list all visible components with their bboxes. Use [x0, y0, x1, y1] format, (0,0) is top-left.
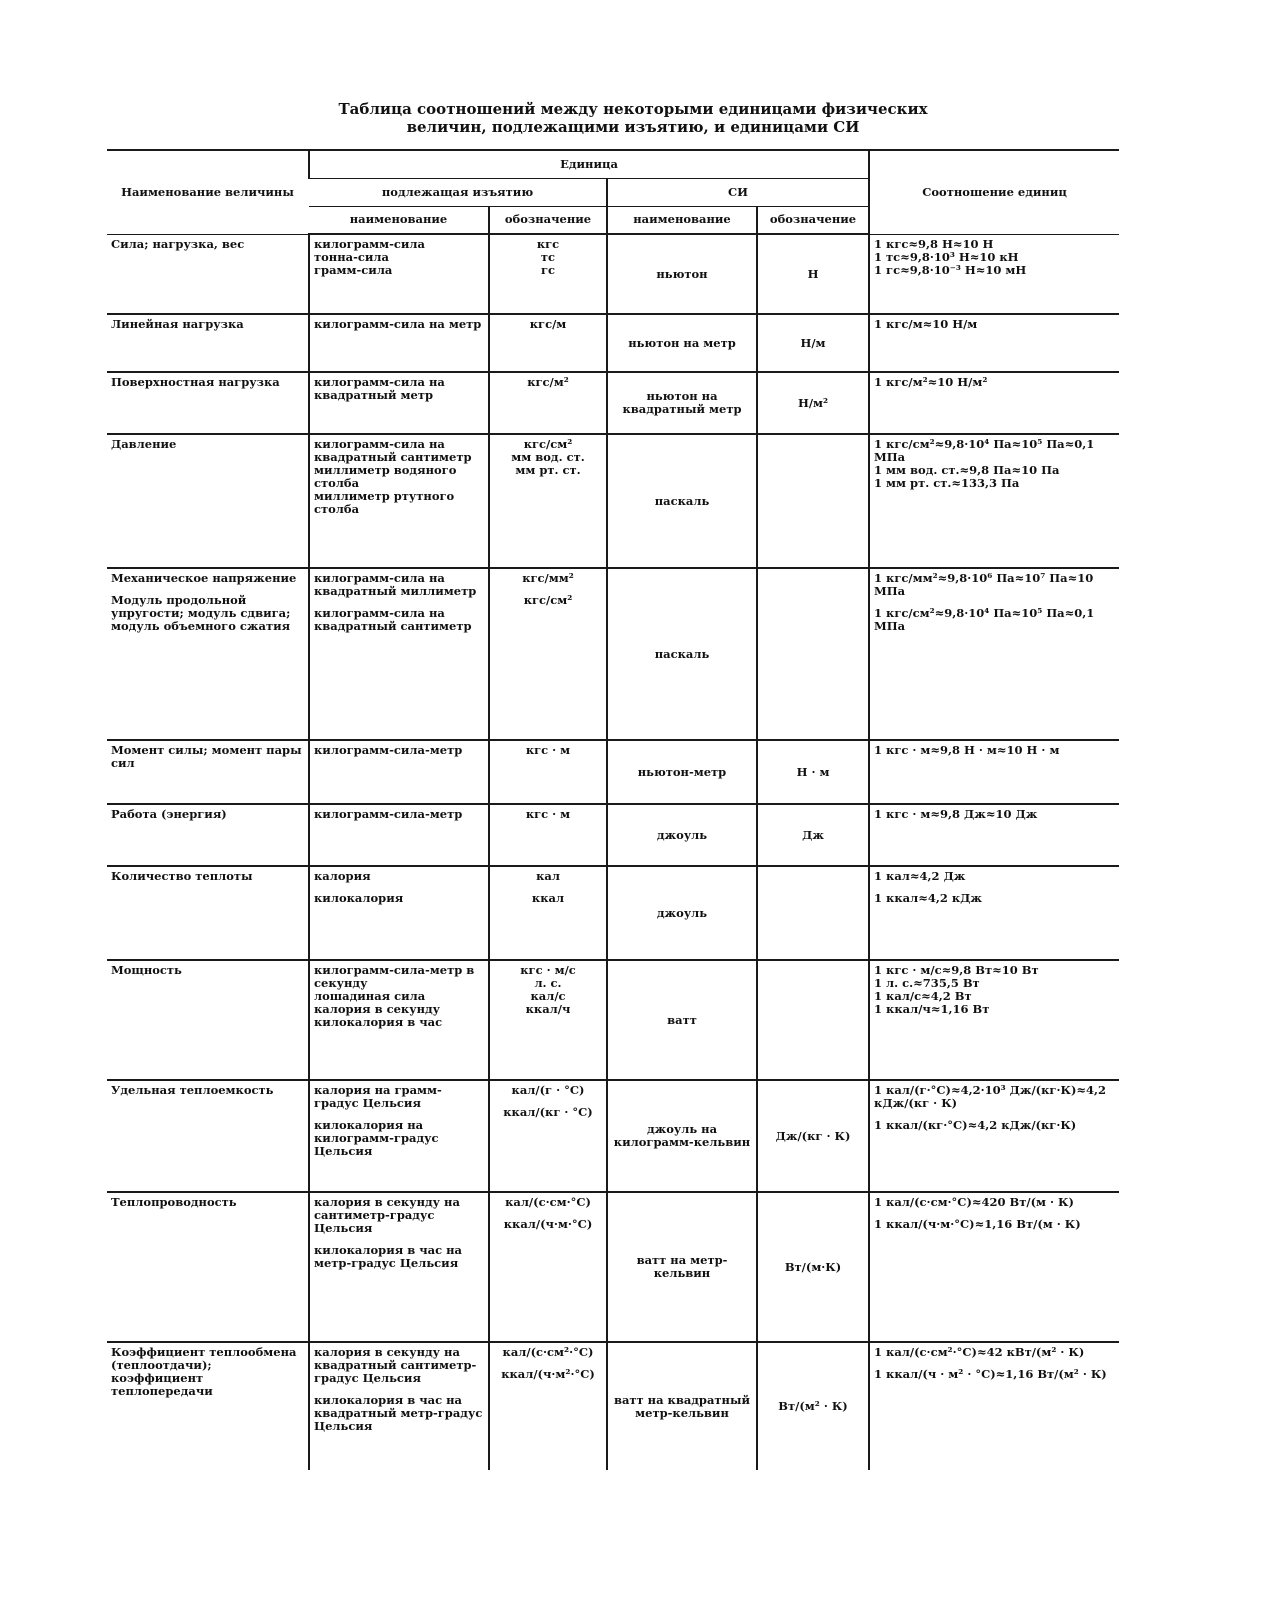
withdrawn-unit-name: килокалория в час на квадратный метр-градус Цельсия [314, 1393, 483, 1433]
unit-relation: 1 л. с.≈735,5 Вт [874, 976, 980, 990]
unit-relation-cell [869, 434, 1119, 568]
quantity-name: Удельная теплоемкость [111, 1083, 274, 1097]
withdrawn-unit-symbol-cell [489, 372, 607, 434]
withdrawn-unit-symbol-cell [489, 740, 607, 804]
withdrawn-unit-name-cell [309, 960, 489, 1080]
withdrawn-unit-name: килограмм-сила на квадратный сантиметр [314, 606, 472, 633]
quantity-cell [107, 866, 309, 960]
withdrawn-unit-name-cell [309, 372, 489, 434]
withdrawn-unit-name: калория на грамм-градус Цельсия [314, 1083, 442, 1110]
unit-relation: 1 ккал/(ч · м² · °С)≈1,16 Вт/(м² · К) [874, 1367, 1107, 1381]
withdrawn-unit-symbol: кгс/м [529, 317, 567, 331]
unit-relation: 1 мм вод. ст.≈9,8 Па≈10 Па [874, 463, 1060, 477]
si-unit-symbol: Н/м [757, 314, 869, 372]
table-header [107, 150, 1119, 234]
withdrawn-unit-name: калория в секунду [314, 1002, 441, 1016]
withdrawn-unit-symbol: кал/(с·см²·°С) [502, 1345, 594, 1359]
si-unit-name: ньютон на метр [607, 314, 757, 372]
unit-relation-cell [869, 1342, 1119, 1470]
unit-relation: 1 кал/(г·°С)≈4,2·10³ Дж/(кг·К)≈4,2 кДж/(кг · К) [874, 1083, 1107, 1110]
si-unit-symbol: Н [757, 234, 869, 314]
table-row [107, 740, 1119, 804]
header-si-symbol: обозначение [757, 206, 869, 234]
withdrawn-unit-name: килограмм-сила-метр в секунду [314, 963, 475, 990]
withdrawn-unit-symbol-cell [489, 314, 607, 372]
si-unit-name: ньютон [607, 234, 757, 314]
quantity-name: Линейная нагрузка [111, 317, 244, 331]
withdrawn-unit-name: лошадиная сила [314, 989, 426, 1003]
withdrawn-unit-symbol-cell [489, 568, 607, 740]
withdrawn-unit-symbol-cell [489, 866, 607, 960]
header-quantity: Наименование величины [107, 150, 309, 234]
withdrawn-unit-name-cell [309, 314, 489, 372]
quantity-cell [107, 372, 309, 434]
withdrawn-unit-name: килограмм-сила-метр [314, 807, 463, 821]
si-unit-symbol [757, 866, 869, 960]
withdrawn-unit-symbol: кгс · м/с [520, 963, 576, 977]
table-row [107, 1342, 1119, 1470]
si-unit-symbol: Дж [757, 804, 869, 866]
header-withdrawn: подлежащая изъятию [309, 178, 607, 206]
si-unit-name: паскаль [607, 568, 757, 740]
withdrawn-unit-symbol: ккал/ч [525, 1002, 571, 1016]
unit-relation: 1 кгс/см²≈9,8·10⁴ Па≈10⁵ Па≈0,1 МПа [874, 606, 1095, 633]
quantity-name: Механическое напряжение [111, 571, 297, 585]
si-unit-name: джоуль на килограмм-кельвин [607, 1080, 757, 1192]
quantity-cell [107, 1080, 309, 1192]
withdrawn-unit-symbol: кал/(с·см·°С) [505, 1195, 591, 1209]
quantity-cell [107, 960, 309, 1080]
unit-relation-cell [869, 960, 1119, 1080]
quantity-name: Мощность [111, 963, 182, 977]
unit-relation-cell [869, 740, 1119, 804]
table-row [107, 960, 1119, 1080]
unit-relation-cell [869, 372, 1119, 434]
withdrawn-unit-symbol: мм вод. ст. [511, 450, 585, 464]
withdrawn-unit-symbol: кгс [536, 237, 560, 251]
withdrawn-unit-name: килограмм-сила [314, 237, 425, 251]
si-unit-name: ватт на метр-кельвин [607, 1192, 757, 1342]
withdrawn-unit-name-cell [309, 740, 489, 804]
withdrawn-unit-symbol: кгс · м [525, 743, 571, 757]
unit-relation-cell [869, 568, 1119, 740]
unit-relation: 1 кгс/мм²≈9,8·10⁶ Па≈10⁷ Па≈10 МПа [874, 571, 1094, 598]
unit-relation: 1 кал/(с·см²·°С)≈42 кВт/(м² · К) [874, 1345, 1085, 1359]
quantity-cell [107, 740, 309, 804]
unit-relation-cell [869, 866, 1119, 960]
quantity-cell [107, 568, 309, 740]
unit-relation: 1 кгс · м≈9,8 Дж≈10 Дж [874, 807, 1038, 821]
withdrawn-unit-symbol-cell [489, 1342, 607, 1470]
unit-relation: 1 кал/с≈4,2 Вт [874, 989, 972, 1003]
unit-relation-cell [869, 234, 1119, 314]
si-unit-name: ватт [607, 960, 757, 1080]
si-unit-symbol [757, 434, 869, 568]
table-row [107, 234, 1119, 314]
si-unit-name: джоуль [607, 804, 757, 866]
table-row [107, 866, 1119, 960]
withdrawn-unit-symbol-cell [489, 960, 607, 1080]
withdrawn-unit-symbol: ккал/(ч·м²·°С) [501, 1367, 595, 1381]
withdrawn-unit-name: килокалория на килограмм-градус Цельсия [314, 1118, 439, 1158]
quantity-cell [107, 434, 309, 568]
withdrawn-unit-symbol: кал [536, 869, 560, 883]
quantity-name: Количество теплоты [111, 869, 253, 883]
si-unit-symbol: Н · м [757, 740, 869, 804]
withdrawn-unit-name-cell [309, 434, 489, 568]
withdrawn-unit-name: килограмм-сила на метр [314, 317, 482, 331]
withdrawn-unit-symbol: кгс/см² [523, 593, 573, 607]
withdrawn-unit-name: килограмм-сила на квадратный метр [314, 375, 445, 402]
withdrawn-unit-name: миллиметр водяного столба [314, 463, 457, 490]
si-unit-name: паскаль [607, 434, 757, 568]
quantity-name: Теплопроводность [111, 1195, 237, 1209]
unit-relation: 1 гс≈9,8·10⁻³ Н≈10 мН [874, 262, 1027, 277]
table-row [107, 1192, 1119, 1342]
withdrawn-unit-symbol-cell [489, 434, 607, 568]
unit-relation: 1 ккал≈4,2 кДж [874, 891, 983, 905]
header-si-name: наименование [607, 206, 757, 234]
table-body [107, 234, 1119, 1470]
table-row [107, 568, 1119, 740]
withdrawn-unit-name-cell [309, 568, 489, 740]
withdrawn-unit-name: килокалория в час на метр-градус Цельсия [314, 1243, 462, 1270]
withdrawn-unit-name: калория в секунду на квадратный сантиметр-градус Цельсия [314, 1345, 477, 1385]
withdrawn-unit-symbol-cell [489, 1192, 607, 1342]
withdrawn-unit-symbol: кгс/см² [523, 437, 573, 451]
unit-relation: 1 ккал/ч≈1,16 Вт [874, 1002, 990, 1016]
quantity-name-secondary: Модуль продольной упругости; модуль сдвига; модуль объемного сжатия [111, 593, 291, 633]
withdrawn-unit-symbol: кал/(г · °С) [511, 1083, 585, 1097]
header-symbol: обозначение [489, 206, 607, 234]
withdrawn-unit-name-cell [309, 1080, 489, 1192]
quantity-name: Поверхностная нагрузка [111, 375, 280, 389]
table-row [107, 314, 1119, 372]
withdrawn-unit-symbol-cell [489, 1080, 607, 1192]
unit-relation-cell [869, 1080, 1119, 1192]
si-unit-symbol: Н/м² [757, 372, 869, 434]
si-unit-name: джоуль [607, 866, 757, 960]
withdrawn-unit-name-cell [309, 866, 489, 960]
unit-relation: 1 кал/(с·см·°С)≈420 Вт/(м · К) [874, 1195, 1074, 1209]
withdrawn-unit-name: килограмм-сила на квадратный миллиметр [314, 571, 477, 598]
withdrawn-unit-name: калория [314, 869, 371, 883]
unit-relation: 1 кал≈4,2 Дж [874, 869, 966, 883]
withdrawn-unit-name: килограмм-сила на квадратный сантиметр [314, 437, 472, 464]
quantity-cell [107, 804, 309, 866]
quantity-cell [107, 1192, 309, 1342]
withdrawn-unit-symbol: кал/с [530, 989, 566, 1003]
si-unit-name: ньютон-метр [607, 740, 757, 804]
withdrawn-unit-name: килокалория [314, 891, 404, 905]
withdrawn-unit-name: килокалория в час [314, 1015, 443, 1029]
si-unit-symbol: Дж/(кг · К) [757, 1080, 869, 1192]
table-row [107, 804, 1119, 866]
header-unit: Единица [309, 150, 869, 178]
si-unit-symbol: Вт/(м·К) [757, 1192, 869, 1342]
withdrawn-unit-name-cell [309, 1342, 489, 1470]
withdrawn-unit-symbol: тс [540, 250, 556, 264]
table-row [107, 372, 1119, 434]
unit-relation: 1 кгс/см²≈9,8·10⁴ Па≈10⁵ Па≈0,1 МПа [874, 437, 1095, 464]
withdrawn-unit-symbol: ккал/(ч·м·°С) [503, 1217, 593, 1231]
withdrawn-unit-name: грамм-сила [314, 263, 393, 277]
withdrawn-unit-name-cell [309, 1192, 489, 1342]
withdrawn-unit-symbol: л. с. [534, 976, 562, 990]
si-unit-name: ньютон на квадратный метр [607, 372, 757, 434]
table-row [107, 1080, 1119, 1192]
unit-relation-cell [869, 1192, 1119, 1342]
withdrawn-unit-symbol: кгс · м [525, 807, 571, 821]
withdrawn-unit-name: калория в секунду на сантиметр-градус Цельсия [314, 1195, 460, 1235]
unit-relation: 1 тс≈9,8·10³ Н≈10 кН [874, 249, 1019, 264]
unit-relation: 1 кгс · м/с≈9,8 Вт≈10 Вт [874, 963, 1039, 977]
unit-relation: 1 кгс · м≈9,8 Н · м≈10 Н · м [874, 743, 1060, 757]
si-unit-name: ватт на квадратный метр-кельвин [607, 1342, 757, 1470]
unit-relation-cell [869, 804, 1119, 866]
table-title-line-1: Таблица соотношений между некоторыми единицами физических [338, 100, 928, 118]
header-si: СИ [607, 178, 869, 206]
unit-relation: 1 кгс/м≈10 Н/м [874, 317, 978, 331]
table-row [107, 434, 1119, 568]
table-title-line-2: величин, подлежащими изъятию, и единицами СИ [406, 118, 860, 136]
si-unit-symbol: Вт/(м² · К) [757, 1342, 869, 1470]
unit-relation: 1 мм рт. ст.≈133,3 Па [874, 476, 1020, 490]
withdrawn-unit-symbol: ккал [531, 891, 565, 905]
quantity-name: Момент силы; момент пары сил [111, 743, 302, 770]
withdrawn-unit-name: миллиметр ртутного столба [314, 489, 455, 516]
quantity-name: Сила; нагрузка, вес [111, 236, 245, 251]
quantity-name: Давление [111, 437, 177, 451]
withdrawn-unit-symbol: гс [540, 263, 556, 277]
quantity-name: Коэффициент теплообмена (теплоотдачи); коэффициент теплопередачи [111, 1345, 297, 1398]
withdrawn-unit-name-cell [309, 804, 489, 866]
unit-relation-cell [869, 314, 1119, 372]
withdrawn-unit-symbol: мм рт. ст. [515, 463, 581, 477]
withdrawn-unit-symbol: ккал/(кг · °С) [503, 1105, 593, 1119]
quantity-name: Работа (энергия) [111, 807, 227, 821]
withdrawn-unit-symbol-cell [489, 234, 607, 314]
withdrawn-unit-name-cell [309, 234, 489, 314]
unit-relation: 1 ккал/(кг·°С)≈4,2 кДж/(кг·К) [874, 1118, 1077, 1132]
quantity-cell [107, 234, 309, 314]
unit-relation: 1 кгс/м²≈10 Н/м² [874, 375, 988, 389]
quantity-cell [107, 314, 309, 372]
withdrawn-unit-name: тонна-сила [314, 250, 389, 264]
si-unit-symbol [757, 568, 869, 740]
conversion-table [107, 149, 1119, 1470]
withdrawn-unit-symbol: кгс/мм² [522, 571, 574, 585]
header-name: наименование [309, 206, 489, 234]
unit-relation: 1 кгс≈9,8 Н≈10 Н [874, 236, 994, 251]
withdrawn-unit-symbol: кгс/м² [527, 375, 569, 389]
si-unit-symbol [757, 960, 869, 1080]
withdrawn-unit-name: килограмм-сила-метр [314, 743, 463, 757]
quantity-cell [107, 1342, 309, 1470]
header-relation: Соотношение единиц [869, 150, 1119, 234]
withdrawn-unit-symbol-cell [489, 804, 607, 866]
unit-relation: 1 ккал/(ч·м·°С)≈1,16 Вт/(м · К) [874, 1217, 1081, 1231]
